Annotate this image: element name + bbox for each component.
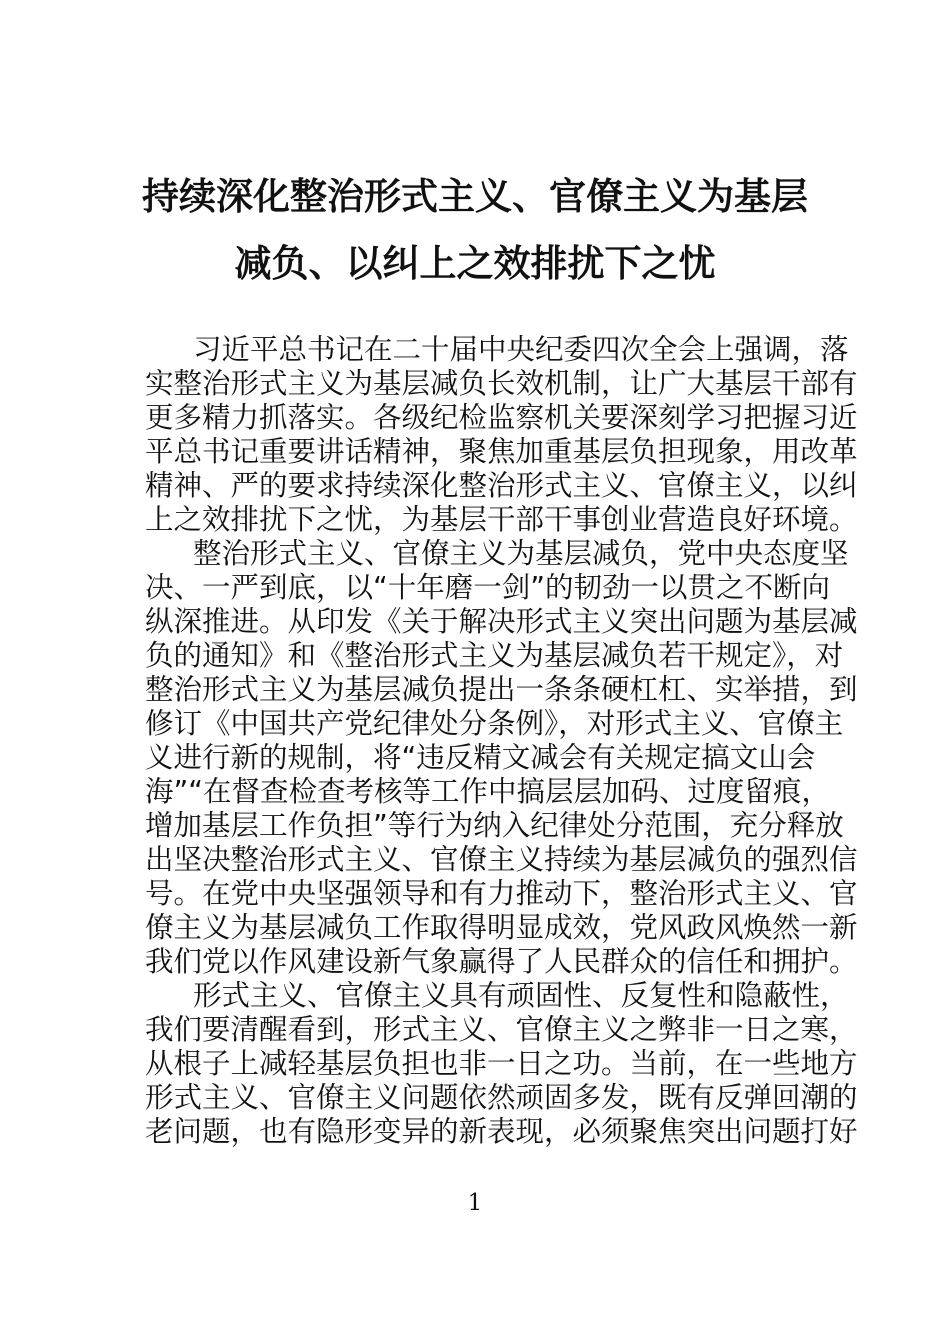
paragraph-1-line-5: 精神、严的要求持续深化整治形式主义、官僚主义，以纠 xyxy=(145,469,858,502)
paragraph-2-line-6: 修订《中国共产党纪律处分条例》，对形式主义、官僚主 xyxy=(145,707,844,740)
paragraph-1-line-3: 更多精力抓落实。各级纪检监察机关要深刻学习把握习近 xyxy=(145,401,858,434)
paragraph-1-line-6: 上之效排扰下之忧，为基层干部干事创业营造良好环境。 xyxy=(145,503,858,536)
paragraph-2-line-5: 整治形式主义为基层减负提出一条条硬杠杠、实举措，到 xyxy=(145,673,858,706)
document-title-line-1: 持续深化整治形式主义、官僚主义为基层 xyxy=(142,175,808,218)
paragraph-2-line-12: 僚主义为基层减负工作取得明显成效，党风政风焕然一新 xyxy=(145,911,858,944)
paragraph-2-line-9: 增加基层工作负担”等行为纳入纪律处分范围，充分释放 xyxy=(145,809,844,842)
paragraph-3-line-2: 我们要清醒看到，形式主义、官僚主义之弊非一日之寒， xyxy=(145,1013,858,1046)
paragraph-3-line-4: 形式主义、官僚主义问题依然顽固多发，既有反弹回潮的 xyxy=(145,1081,858,1114)
paragraph-2-line-8: 海”“在督查检查考核等工作中搞层层加码、过度留痕， xyxy=(145,775,831,808)
paragraph-2-line-10: 出坚决整治形式主义、官僚主义持续为基层减负的强烈信 xyxy=(145,843,858,876)
paragraph-2-line-4: 负的通知》和《整治形式主义为基层减负若干规定》，对 xyxy=(145,639,844,672)
document-title-line-2: 减负、以纠上之效排扰下之忧 xyxy=(234,242,716,285)
paragraph-1-line-2: 实整治形式主义为基层减负长效机制，让广大基层干部有 xyxy=(145,367,858,400)
paragraph-2-line-13: 我们党以作风建设新气象赢得了人民群众的信任和拥护。 xyxy=(145,945,858,978)
paragraph-3-line-5: 老问题，也有隐形变异的新表现，必须聚焦突出问题打好 xyxy=(145,1115,858,1148)
paragraph-3-line-1: 形式主义、官僚主义具有顽固性、反复性和隐蔽性， xyxy=(193,979,849,1012)
paragraph-1-line-1: 习近平总书记在二十届中央纪委四次全会上强调，落 xyxy=(193,333,849,366)
paragraph-1-line-4: 平总书记重要讲话精神，聚焦加重基层负担现象，用改革 xyxy=(145,435,858,468)
paragraph-2-line-1: 整治形式主义、官僚主义为基层减负，党中央态度坚 xyxy=(193,537,849,570)
page-number: 1 xyxy=(467,1190,483,1216)
paragraph-3-line-3: 从根子上减轻基层负担也非一日之功。当前，在一些地方 xyxy=(145,1047,858,1080)
paragraph-2-line-2: 决、一严到底，以“十年磨一剑”的韧劲一以贯之不断向 xyxy=(145,571,831,604)
paragraph-2-line-7: 义进行新的规制，将“违反精文减会有关规定搞文山会 xyxy=(145,741,816,774)
paragraph-2-line-3: 纵深推进。从印发《关于解决形式主义突出问题为基层减 xyxy=(145,605,858,638)
paragraph-2-line-11: 号。在党中央坚强领导和有力推动下，整治形式主义、官 xyxy=(145,877,858,910)
